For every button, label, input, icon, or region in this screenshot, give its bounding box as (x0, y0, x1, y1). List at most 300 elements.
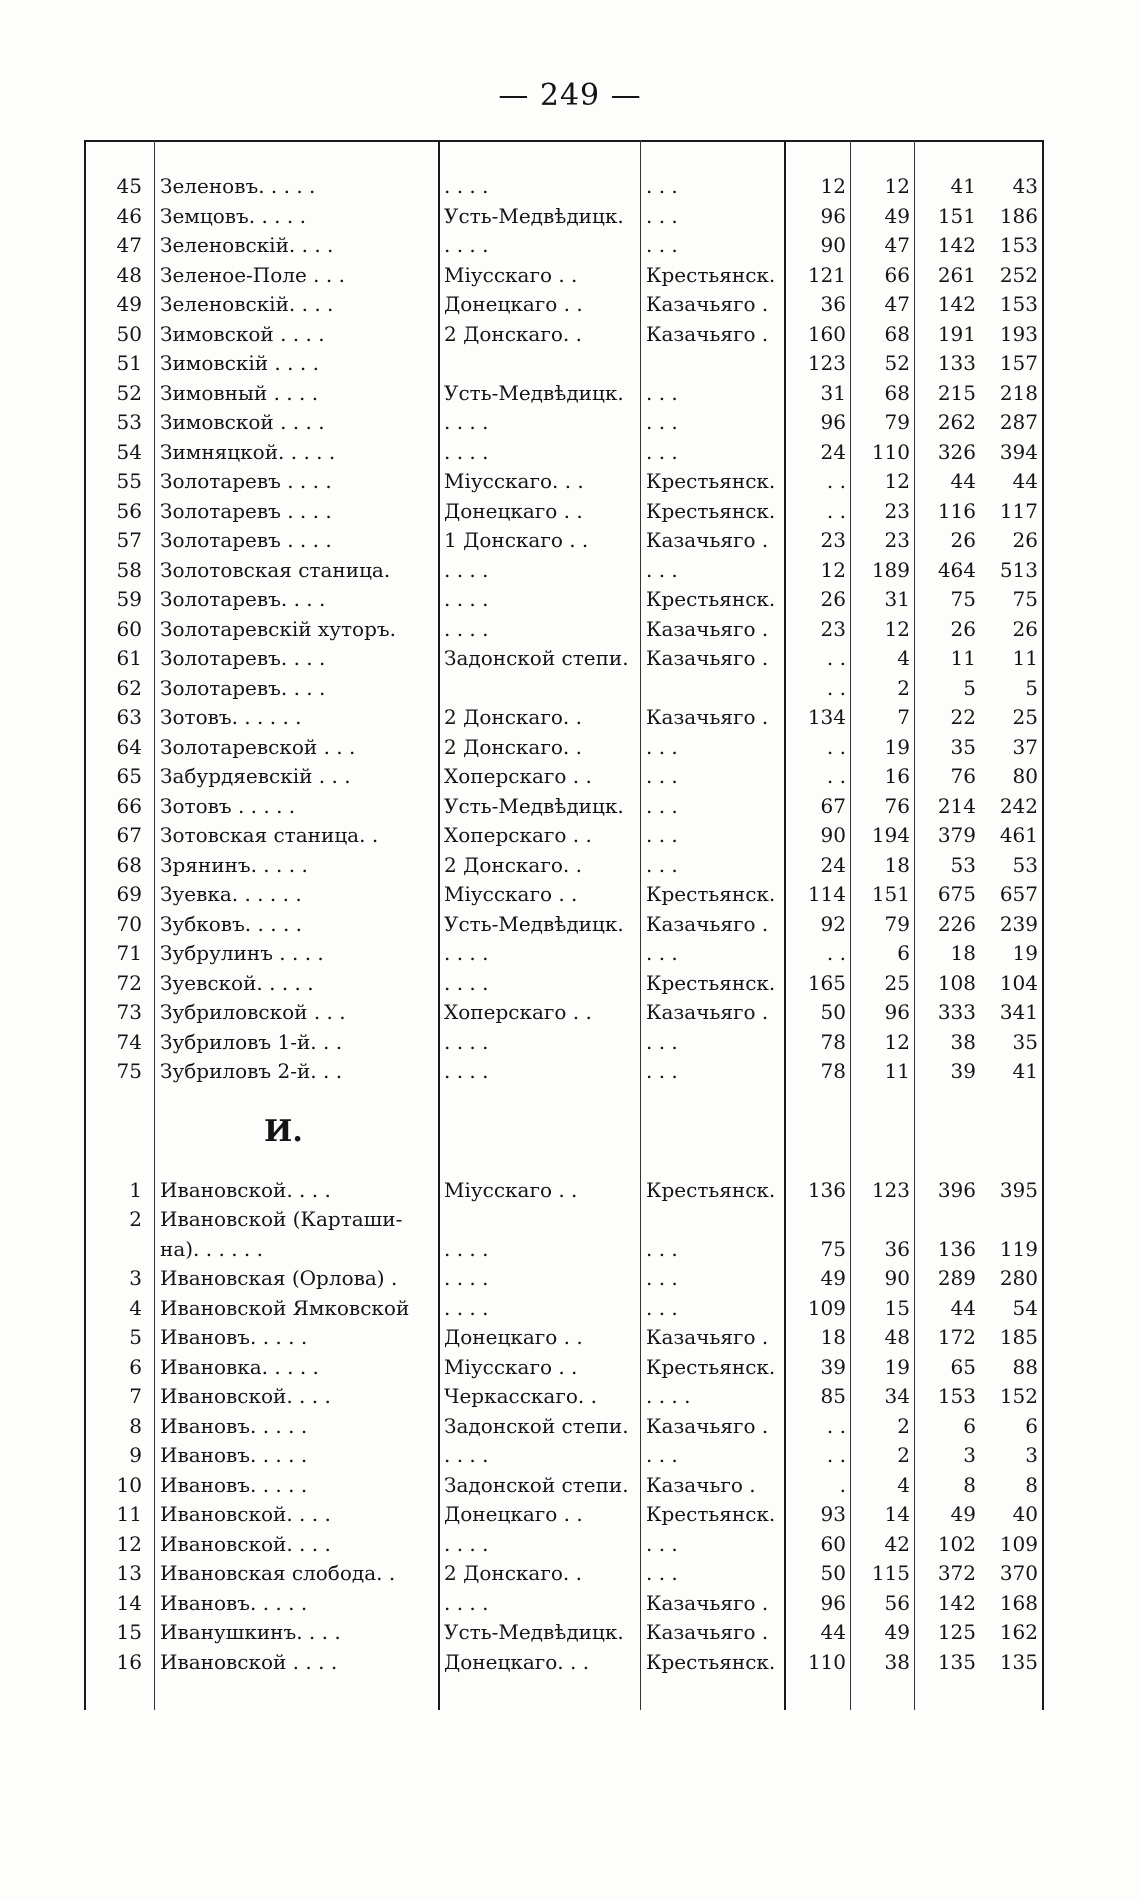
table-row (84, 733, 1044, 763)
males-cell: 215 (937, 380, 976, 405)
count-2-cell: 68 (884, 321, 910, 346)
males-cell: 8 (963, 1472, 976, 1497)
settlement-type-cell: Казачьяго . (646, 1620, 769, 1644)
males-cell: 102 (937, 1531, 976, 1556)
females-cell: 53 (1012, 852, 1038, 877)
males-cell: 464 (937, 557, 976, 582)
row-number-cell: 68 (116, 852, 142, 877)
males-cell: 675 (937, 882, 976, 906)
settlement-name-cell: Золотаревскій хуторъ. (160, 616, 396, 641)
settlement-type-cell: . . . (646, 823, 678, 847)
females-cell: 41 (1012, 1059, 1038, 1083)
row-number-cell: 5 (129, 1325, 142, 1349)
district-cell: . . . . (444, 1266, 489, 1290)
row-number-cell: 12 (116, 1531, 142, 1556)
count-2-cell: 2 (897, 1413, 910, 1438)
row-number-cell: 63 (116, 705, 142, 729)
settlement-name-cell: Зимовскій . . . . (160, 351, 319, 375)
table-row (84, 1559, 1044, 1589)
females-cell: 239 (999, 911, 1038, 936)
settlement-type-cell: Казачьяго . (646, 528, 769, 552)
males-cell: 396 (937, 1177, 976, 1202)
females-cell: 461 (999, 823, 1038, 847)
table-row (84, 1530, 1044, 1560)
settlement-name-cell: Золотаревъ. . . . (160, 675, 326, 700)
females-cell: 119 (999, 1236, 1038, 1261)
table-row (84, 880, 1044, 910)
households-cell: 75 (820, 1236, 846, 1261)
households-cell: 96 (820, 203, 846, 228)
settlement-type-cell: . . . (646, 764, 678, 788)
males-cell: 226 (937, 911, 976, 936)
count-2-cell: 47 (884, 233, 910, 257)
district-cell: . . . . (444, 941, 489, 965)
count-2-cell: 23 (884, 528, 910, 552)
row-number-cell: 71 (116, 941, 142, 965)
settlement-type-cell: . . . (646, 410, 678, 434)
settlement-name-cell: Земцовъ. . . . . (160, 203, 306, 228)
table-row (84, 1057, 1044, 1087)
settlement-name-cell: Ивановская (Орлова) . (160, 1266, 398, 1290)
count-2-cell: 6 (897, 941, 910, 965)
table-row (84, 231, 1044, 261)
households-cell: 60 (820, 1531, 846, 1556)
females-cell: 152 (999, 1384, 1038, 1408)
settlement-name-cell: Золотаревской . . . (160, 734, 356, 759)
row-number-cell: 45 (116, 174, 142, 198)
count-2-cell: 48 (884, 1325, 910, 1349)
households-cell: 78 (820, 1029, 846, 1054)
table-row (84, 703, 1044, 733)
table-row (84, 910, 1044, 940)
males-cell: 41 (950, 174, 976, 198)
households-cell: . . (826, 1443, 846, 1467)
households-cell: . . (826, 675, 846, 700)
females-cell: 44 (1012, 469, 1038, 493)
table-row (84, 1205, 1044, 1235)
settlement-name-cell: Ивановской Ямковской (160, 1295, 410, 1320)
count-2-cell: 52 (884, 351, 910, 375)
row-number-cell: 1 (129, 1177, 142, 1202)
table-top-rule (84, 140, 1044, 142)
females-cell: 19 (1012, 941, 1038, 965)
females-cell: 43 (1012, 174, 1038, 198)
settlement-name-cell: Зотовъ . . . . . (160, 793, 296, 818)
females-cell: 341 (999, 1000, 1038, 1024)
row-number-cell: 59 (116, 587, 142, 611)
settlement-name-cell: Зрянинъ. . . . . (160, 852, 308, 877)
settlement-table (84, 140, 1044, 1710)
settlement-name-cell: Ивановской . . . . (160, 1649, 338, 1674)
settlement-type-cell: Крестьянск. (646, 882, 776, 906)
settlement-type-cell: . . . (646, 941, 678, 965)
households-cell: 92 (820, 911, 846, 936)
district-cell: . . . . (444, 439, 489, 464)
district-cell: Міусскаго . . (444, 1177, 578, 1202)
row-number-cell: 55 (116, 469, 142, 493)
row-number-cell: 58 (116, 557, 142, 582)
row-number-cell: 2 (129, 1207, 142, 1231)
count-2-cell: 66 (884, 262, 910, 287)
row-number-cell: 69 (116, 882, 142, 906)
table-row (84, 674, 1044, 704)
district-cell: Хоперскаго . . (444, 823, 592, 847)
count-2-cell: 49 (884, 1620, 910, 1644)
count-2-cell: 23 (884, 498, 910, 523)
count-2-cell: 115 (871, 1561, 910, 1585)
row-number-cell: 10 (116, 1472, 142, 1497)
males-cell: 108 (937, 970, 976, 995)
settlement-name-cell: Иванушкинъ. . . . (160, 1620, 341, 1644)
row-number-cell: 75 (116, 1059, 142, 1083)
settlement-name-cell: Зуевка. . . . . . (160, 882, 302, 906)
females-cell: 11 (1012, 646, 1038, 670)
settlement-type-cell: . . . (646, 1531, 678, 1556)
settlement-name-cell: Забурдяевскій . . . (160, 764, 351, 788)
settlement-type-cell: Крестьянск. (646, 587, 776, 611)
settlement-name-cell: Ивановской. . . . (160, 1502, 331, 1526)
settlement-name-cell: Зеленовскій. . . . (160, 233, 334, 257)
row-number-cell: 62 (116, 675, 142, 700)
females-cell: 168 (999, 1590, 1038, 1615)
table-row (84, 1323, 1044, 1353)
females-cell: 242 (999, 793, 1038, 818)
males-cell: 333 (937, 1000, 976, 1024)
count-2-cell: 151 (871, 882, 910, 906)
settlement-type-cell: Крестьянск. (646, 970, 776, 995)
settlement-name-cell: Ивановская слобода. . (160, 1561, 396, 1585)
households-cell: 23 (820, 616, 846, 641)
households-cell: 24 (820, 439, 846, 464)
households-cell: 96 (820, 410, 846, 434)
table-row (84, 1353, 1044, 1383)
count-2-cell: 38 (884, 1649, 910, 1674)
settlement-name-cell: Золотаревъ . . . . (160, 469, 332, 493)
table-row (84, 467, 1044, 497)
count-2-cell: 4 (897, 646, 910, 670)
row-number-cell: 70 (116, 911, 142, 936)
table-row (84, 762, 1044, 792)
row-number-cell: 54 (116, 439, 142, 464)
females-cell: 370 (999, 1561, 1038, 1585)
table-row (84, 1618, 1044, 1648)
district-cell: Міусскаго. . . (444, 469, 584, 493)
district-cell: . . . . (444, 1059, 489, 1083)
males-cell: 6 (963, 1413, 976, 1438)
district-cell: . . . . (444, 616, 489, 641)
households-cell: 31 (820, 380, 846, 405)
count-2-cell: 42 (884, 1531, 910, 1556)
row-number-cell: 74 (116, 1029, 142, 1054)
females-cell: 186 (999, 203, 1038, 228)
district-cell: 1 Донскаго . . (444, 528, 589, 552)
row-number-cell: 50 (116, 321, 142, 346)
count-2-cell: 19 (884, 734, 910, 759)
settlement-type-cell: Крестьянск. (646, 1354, 776, 1379)
households-cell: 123 (807, 351, 846, 375)
females-cell: 3 (1025, 1443, 1038, 1467)
households-cell: 50 (820, 1561, 846, 1585)
district-cell: Хоперскаго . . (444, 1000, 592, 1024)
settlement-type-cell: . . . (646, 1561, 678, 1585)
row-number-cell: 57 (116, 528, 142, 552)
females-cell: 8 (1025, 1472, 1038, 1497)
count-2-cell: 79 (884, 410, 910, 434)
males-cell: 153 (937, 1384, 976, 1408)
settlement-name-cell: Зимовской . . . . (160, 321, 325, 346)
females-cell: 40 (1012, 1502, 1038, 1526)
row-number-cell: 64 (116, 734, 142, 759)
settlement-type-cell: Крестьянск. (646, 469, 776, 493)
females-cell: 75 (1012, 587, 1038, 611)
households-cell: 12 (820, 174, 846, 198)
row-number-cell: 7 (129, 1384, 142, 1408)
settlement-type-cell: Крестьянск. (646, 498, 776, 523)
district-cell: Міусскаго . . (444, 1354, 578, 1379)
count-2-cell: 12 (884, 174, 910, 198)
households-cell: 49 (820, 1266, 846, 1290)
households-cell: . (839, 1472, 846, 1497)
settlement-type-cell: Казачьяго . (646, 705, 769, 729)
females-cell: 153 (999, 233, 1038, 257)
row-number-cell: 16 (116, 1649, 142, 1674)
district-cell: Донецкаго. . . (444, 1649, 590, 1674)
row-number-cell: 65 (116, 764, 142, 788)
females-cell: 193 (999, 321, 1038, 346)
households-cell: 12 (820, 557, 846, 582)
row-number-cell: 51 (116, 351, 142, 375)
page-number: — 249 — (498, 78, 642, 113)
households-cell: 67 (820, 793, 846, 818)
district-cell: Усть-Медвѣдицк. (444, 1620, 624, 1644)
count-2-cell: 12 (884, 1029, 910, 1054)
males-cell: 44 (950, 1295, 976, 1320)
count-2-cell: 18 (884, 852, 910, 877)
households-cell: 24 (820, 852, 846, 877)
males-cell: 39 (950, 1059, 976, 1083)
settlement-name-cell: Ивановской. . . . (160, 1384, 331, 1408)
females-cell: 395 (999, 1177, 1038, 1202)
females-cell: 153 (999, 292, 1038, 316)
district-cell: Хоперскаго . . (444, 764, 592, 788)
settlement-name-cell: Зеленовъ. . . . . (160, 174, 316, 198)
table-row (84, 792, 1044, 822)
settlement-name-cell: на). . . . . . (160, 1236, 263, 1261)
row-number-cell: 73 (116, 1000, 142, 1024)
males-cell: 136 (937, 1236, 976, 1261)
settlement-type-cell: Крестьянск. (646, 1177, 776, 1202)
households-cell: 109 (807, 1295, 846, 1320)
settlement-name-cell: Зубриловъ 2-й. . . (160, 1059, 343, 1083)
count-2-cell: 2 (897, 675, 910, 700)
males-cell: 372 (937, 1561, 976, 1585)
settlement-name-cell: Зотовская станица. . (160, 823, 379, 847)
households-cell: 160 (807, 321, 846, 346)
count-2-cell: 2 (897, 1443, 910, 1467)
females-cell: 280 (999, 1266, 1038, 1290)
households-cell: 121 (807, 262, 846, 287)
row-number-cell: 15 (116, 1620, 142, 1644)
table-row (84, 585, 1044, 615)
females-cell: 185 (999, 1325, 1038, 1349)
count-2-cell: 110 (871, 439, 910, 464)
males-cell: 262 (937, 410, 976, 434)
count-2-cell: 194 (871, 823, 910, 847)
males-cell: 22 (950, 705, 976, 729)
households-cell: 110 (807, 1649, 846, 1674)
district-cell: Задонской степи. (444, 646, 629, 670)
settlement-name-cell: Зимняцкой. . . . . (160, 439, 336, 464)
settlement-name-cell: Ивановъ. . . . . (160, 1472, 308, 1497)
females-cell: 37 (1012, 734, 1038, 759)
households-cell: 23 (820, 528, 846, 552)
district-cell: Міусскаго . . (444, 882, 578, 906)
households-cell: 50 (820, 1000, 846, 1024)
males-cell: 379 (937, 823, 976, 847)
households-cell: 90 (820, 233, 846, 257)
males-cell: 76 (950, 764, 976, 788)
settlement-type-cell: . . . (646, 174, 678, 198)
households-cell: . . (826, 764, 846, 788)
settlement-name-cell: Ивановъ. . . . . (160, 1325, 308, 1349)
males-cell: 49 (950, 1502, 976, 1526)
table-row (84, 1382, 1044, 1412)
count-2-cell: 76 (884, 793, 910, 818)
males-cell: 289 (937, 1266, 976, 1290)
count-2-cell: 56 (884, 1590, 910, 1615)
households-cell: 78 (820, 1059, 846, 1083)
settlement-type-cell: . . . (646, 1029, 678, 1054)
settlement-name-cell: Зуевской. . . . . (160, 970, 314, 995)
females-cell: 287 (999, 410, 1038, 434)
row-number-cell: 66 (116, 793, 142, 818)
households-cell: 136 (807, 1177, 846, 1202)
females-cell: 252 (999, 262, 1038, 287)
count-2-cell: 31 (884, 587, 910, 611)
settlement-name-cell: Зубковъ. . . . . (160, 911, 303, 936)
households-cell: 114 (807, 882, 846, 906)
row-number-cell: 72 (116, 970, 142, 995)
settlement-type-cell: Казачьяго . (646, 1325, 769, 1349)
females-cell: 394 (999, 439, 1038, 464)
males-cell: 116 (937, 498, 976, 523)
settlement-name-cell: Золотаревъ. . . . (160, 646, 326, 670)
count-2-cell: 14 (884, 1502, 910, 1526)
row-number-cell: 52 (116, 380, 142, 405)
table-row (84, 1589, 1044, 1619)
settlement-name-cell: Золотаревъ. . . . (160, 587, 326, 611)
row-number-cell: 46 (116, 203, 142, 228)
district-cell: . . . . (444, 1029, 489, 1054)
males-cell: 11 (950, 646, 976, 670)
count-2-cell: 15 (884, 1295, 910, 1320)
males-cell: 142 (937, 233, 976, 257)
count-2-cell: 7 (897, 705, 910, 729)
table-row (84, 379, 1044, 409)
district-cell: . . . . (444, 970, 489, 995)
table-row (84, 261, 1044, 291)
district-cell: . . . . (444, 587, 489, 611)
households-cell: 18 (820, 1325, 846, 1349)
row-number-cell: 48 (116, 262, 142, 287)
settlement-name-cell: Золотаревъ . . . . (160, 528, 332, 552)
row-number-cell: 56 (116, 498, 142, 523)
district-cell: . . . . (444, 1590, 489, 1615)
settlement-type-cell: . . . (646, 1295, 678, 1320)
households-cell: 93 (820, 1502, 846, 1526)
count-2-cell: 4 (897, 1472, 910, 1497)
households-cell: . . (826, 469, 846, 493)
settlement-name-cell: Зубрулинъ . . . . (160, 941, 324, 965)
table-row (84, 1176, 1044, 1206)
males-cell: 142 (937, 292, 976, 316)
households-cell: . . (826, 498, 846, 523)
row-number-cell: 49 (116, 292, 142, 316)
district-cell: Донецкаго . . (444, 292, 583, 316)
households-cell: 85 (820, 1384, 846, 1408)
settlement-name-cell: Зеленовскій. . . . (160, 292, 334, 316)
count-2-cell: 11 (884, 1059, 910, 1083)
settlement-type-cell: Казачьяго . (646, 1413, 769, 1438)
settlement-type-cell: Казачьяго . (646, 1000, 769, 1024)
households-cell: 165 (807, 970, 846, 995)
district-cell: . . . . (444, 410, 489, 434)
males-cell: 35 (950, 734, 976, 759)
females-cell: 5 (1025, 675, 1038, 700)
males-cell: 26 (950, 528, 976, 552)
table-row (84, 438, 1044, 468)
count-2-cell: 25 (884, 970, 910, 995)
males-cell: 3 (963, 1443, 976, 1467)
district-cell: Черкасскаго. . (444, 1384, 597, 1408)
females-cell: 54 (1012, 1295, 1038, 1320)
district-cell: Донецкаго . . (444, 1325, 583, 1349)
settlement-type-cell: . . . (646, 439, 678, 464)
females-cell: 88 (1012, 1354, 1038, 1379)
count-2-cell: 96 (884, 1000, 910, 1024)
district-cell: 2 Донскаго. . (444, 852, 582, 877)
females-cell: 25 (1012, 705, 1038, 729)
settlement-name-cell: Зубриловской . . . (160, 1000, 346, 1024)
households-cell: 134 (807, 705, 846, 729)
settlement-name-cell: Ивановской. . . . (160, 1531, 331, 1556)
table-row (84, 969, 1044, 999)
settlement-type-cell: Крестьянск. (646, 262, 776, 287)
row-number-cell: 67 (116, 823, 142, 847)
females-cell: 104 (999, 970, 1038, 995)
table-row (84, 1441, 1044, 1471)
district-cell: . . . . (444, 1531, 489, 1556)
females-cell: 513 (999, 557, 1038, 582)
district-cell: Донецкаго . . (444, 498, 583, 523)
table-row (84, 1028, 1044, 1058)
district-cell: Міусскаго . . (444, 262, 578, 287)
households-cell: . . (826, 734, 846, 759)
males-cell: 151 (937, 203, 976, 228)
table-row (84, 290, 1044, 320)
row-number-cell: 53 (116, 410, 142, 434)
females-cell: 135 (999, 1649, 1038, 1674)
table-row (84, 1648, 1044, 1678)
count-2-cell: 36 (884, 1236, 910, 1261)
females-cell: 6 (1025, 1413, 1038, 1438)
males-cell: 133 (937, 351, 976, 375)
settlement-name-cell: Зимовный . . . . (160, 380, 319, 405)
settlement-type-cell: Казачьяго . (646, 292, 769, 316)
row-number-cell: 11 (116, 1502, 142, 1526)
district-cell: Усть-Медвѣдицк. (444, 203, 624, 228)
row-number-cell: 3 (129, 1266, 142, 1290)
